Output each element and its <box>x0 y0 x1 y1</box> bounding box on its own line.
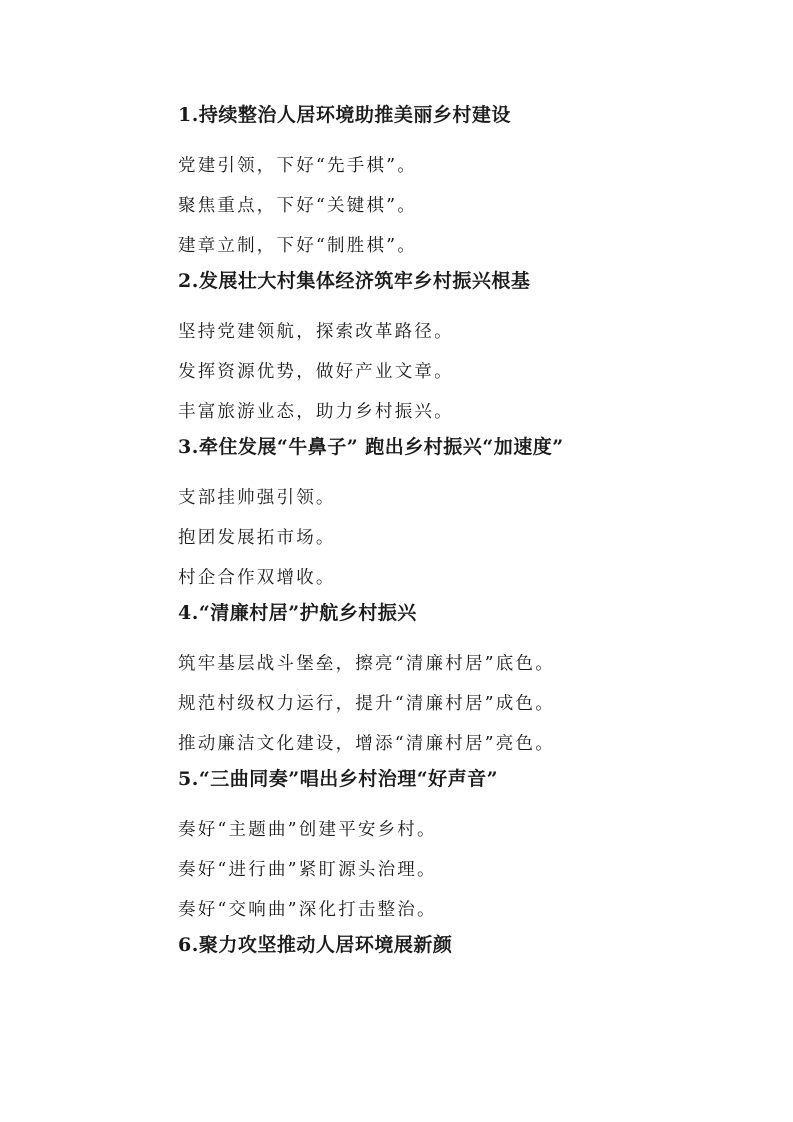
section-item: 奏好“进行曲”紧盯源头治理。 <box>178 860 437 880</box>
section-heading: 1.持续整治人居环境助推美丽乡村建设 <box>178 104 511 126</box>
section-item: 丰富旅游业态，助力乡村振兴。 <box>178 402 454 422</box>
section-item: 坚持党建领航，探索改革路径。 <box>178 322 454 342</box>
section-2 <box>178 266 778 432</box>
section-6 <box>178 930 778 960</box>
section-4 <box>178 598 778 764</box>
section-item: 党建引领，下好“先手棋”。 <box>178 156 417 176</box>
section-item: 发挥资源优势，做好产业文章。 <box>178 362 454 382</box>
section-5 <box>178 764 778 930</box>
document-body <box>178 100 778 976</box>
section-item: 推动廉洁文化建设，增添“清廉村居”亮色。 <box>178 734 555 754</box>
section-3 <box>178 432 778 598</box>
section-item: 筑牢基层战斗堡垒，擦亮“清廉村居”底色。 <box>178 654 555 674</box>
section-heading: 6.聚力攻坚推动人居环境展新颜 <box>178 934 453 956</box>
section-item: 抱团发展拓市场。 <box>178 528 336 548</box>
section-item: 建章立制，下好“制胜棋”。 <box>178 236 417 256</box>
section-item: 奏好“交响曲”深化打击整治。 <box>178 900 437 920</box>
section-heading: 4.“清廉村居”护航乡村振兴 <box>178 602 417 624</box>
section-item: 规范村级权力运行，提升“清廉村居”成色。 <box>178 694 555 714</box>
section-item: 支部挂帅强引领。 <box>178 488 336 508</box>
section-item: 聚焦重点，下好“关键棋”。 <box>178 196 417 216</box>
section-heading: 5.“三曲同奏”唱出乡村治理“好声音” <box>178 768 499 790</box>
section-item: 奏好“主题曲”创建平安乡村。 <box>178 820 437 840</box>
section-heading: 3.牵住发展“牛鼻子” 跑出乡村振兴“加速度” <box>178 436 564 458</box>
section-1 <box>178 100 778 266</box>
section-item: 村企合作双增收。 <box>178 568 336 588</box>
section-heading: 2.发展壮大村集体经济筑牢乡村振兴根基 <box>178 270 531 292</box>
